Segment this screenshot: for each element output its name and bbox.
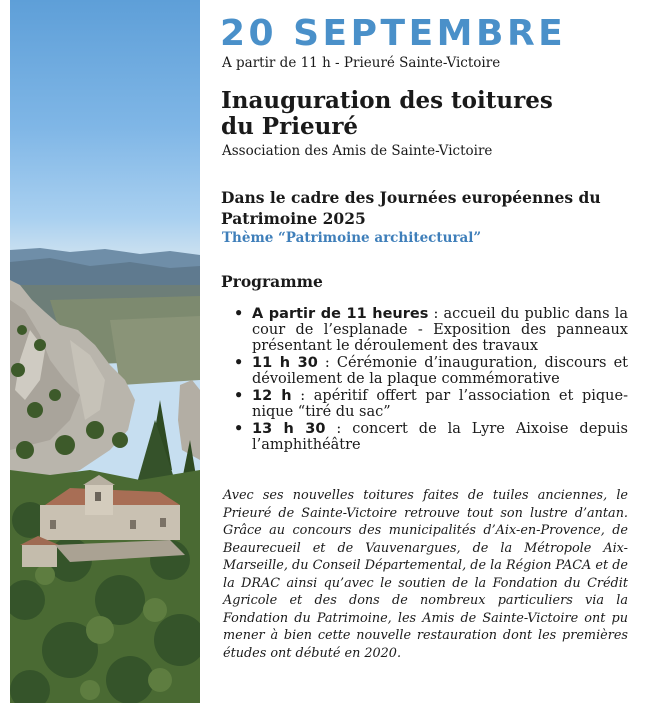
event-title: Inauguration des toitures du Prieuré (221, 87, 553, 140)
program-item-time: 13 h 30 (252, 421, 326, 437)
bullet-icon: • (234, 354, 244, 371)
program-item-text: : concert de la Lyre Aixoise depuis l’amphithéâtre (252, 421, 628, 453)
program-item-text: : accueil du public dans la cour de l’esplanade - Exposition des panneaux présentant le déroulement des travaux (252, 306, 629, 354)
program-item (232, 421, 628, 453)
program-heading: Programme (221, 272, 323, 291)
program-list (232, 306, 628, 454)
event-theme: Thème “Patrimoine architectural” (222, 230, 482, 246)
event-date: 20 SEPTEMBRE (220, 13, 567, 54)
program-item (232, 388, 628, 420)
description-paragraph: Avec ses nouvelles toitures faites de tuiles anciennes, le Prieuré de Sainte-Victoire retrouve tout son lustre d’antan. Grâce au concours des municipalités d’Aix-en-Provence, de Beaurecueil et de Vauvenargues, de la Métropole Aix-Marseille, du Conseil Départemental, de la Région PACA et de la DRAC ainsi qu’avec le soutien de la Fondation du Crédit Agricole et des dons de nombreux particuliers via la Fondation du Patrimoine, les Amis de Sainte-Victoire ont pu mener à bien cette nouvelle restauration dont les premières études ont débuté en 2020. (223, 488, 628, 661)
program-item-text: : apéritif offert par l’association et pique-nique “tiré du sac” (252, 388, 628, 420)
bullet-icon: • (234, 387, 244, 404)
program-item (232, 306, 628, 354)
program-item-text: : Cérémonie d’inauguration, discours et dévoilement de la plaque commémorative (252, 355, 628, 387)
event-time-place: A partir de 11 h - Prieuré Sainte-Victoire (222, 55, 501, 71)
program-item-time: A partir de 11 heures (252, 306, 429, 322)
program-item-time: 12 h (252, 388, 292, 404)
bullet-icon: • (234, 420, 244, 437)
event-context: Dans le cadre des Journées européennes du Patrimoine 2025 (221, 188, 601, 228)
event-organizer: Association des Amis de Sainte-Victoire (222, 143, 493, 159)
bullet-icon: • (234, 305, 244, 322)
program-item-time: 11 h 30 (252, 355, 318, 371)
program-item (232, 355, 628, 387)
priory-photo (10, 0, 200, 703)
priory-landscape-illustration (10, 0, 200, 703)
